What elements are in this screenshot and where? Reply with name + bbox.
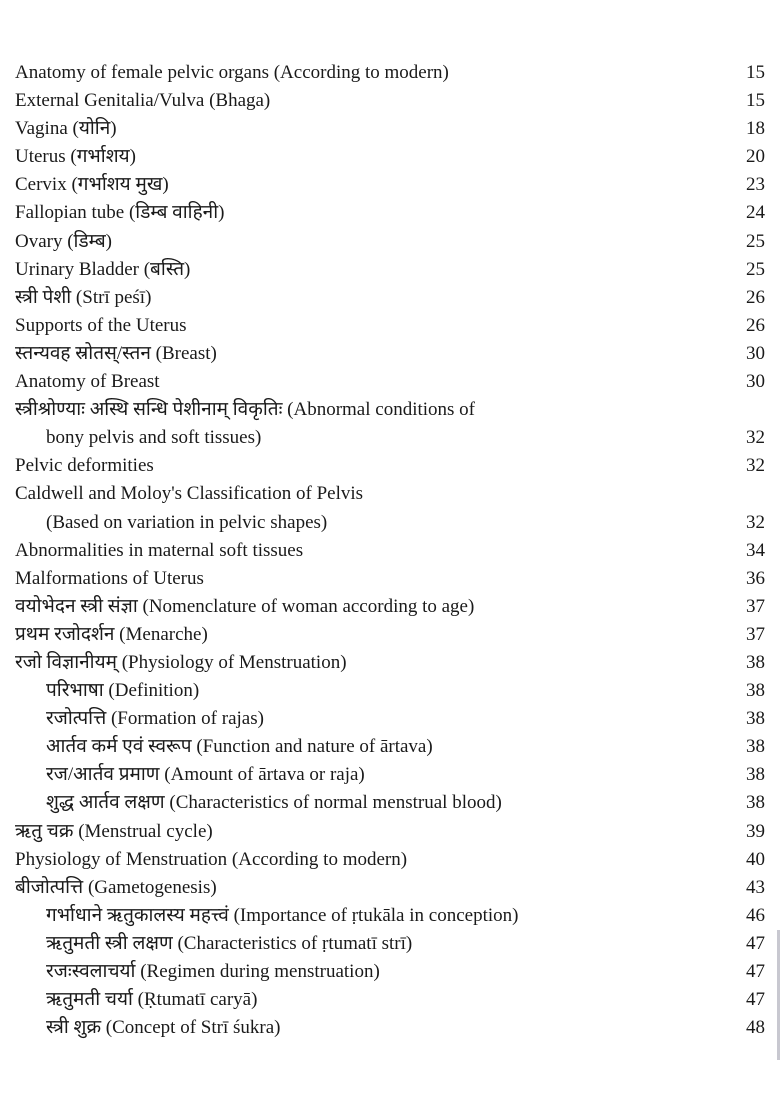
toc-entry xyxy=(15,705,765,733)
toc-entry-title-line: (Based on variation in pelvic shapes) xyxy=(46,511,328,533)
toc-entry-title-line: Fallopian tube (डिम्ब वाहिनी) xyxy=(15,202,225,224)
toc-entry-page-number: 40 xyxy=(746,848,765,870)
toc-entry xyxy=(15,902,765,930)
toc-entry-page-number: 30 xyxy=(746,371,765,393)
toc-entry-title xyxy=(15,537,303,565)
toc-entry xyxy=(15,761,765,789)
toc-entry-page-number: 46 xyxy=(746,904,765,926)
toc-entry xyxy=(15,649,765,677)
toc-entry-title-line: परिभाषा (Definition) xyxy=(46,680,200,702)
toc-entry-title-line: प्रथम रजोदर्शन (Menarche) xyxy=(15,623,208,645)
toc-entry xyxy=(15,284,765,312)
toc-entry-title xyxy=(15,340,217,368)
toc-entry-title xyxy=(15,902,518,930)
toc-entry-title xyxy=(15,452,154,480)
toc-entry-title-line: ऋतु चक्र (Menstrual cycle) xyxy=(15,820,213,842)
toc-entry-page-number: 32 xyxy=(746,455,765,477)
toc-entry xyxy=(15,846,765,874)
toc-entry-title xyxy=(15,789,502,817)
toc-entry xyxy=(15,1014,765,1042)
toc-entry-page-number: 15 xyxy=(746,62,765,83)
toc-entry-title xyxy=(15,761,365,789)
table-of-contents xyxy=(15,59,765,1042)
toc-entry-page-number: 38 xyxy=(746,764,765,786)
toc-entry-title-line: bony pelvis and soft tissues) xyxy=(46,427,262,449)
toc-entry-title-line: Abnormalities in maternal soft tissues xyxy=(15,539,304,561)
toc-entry xyxy=(15,199,765,227)
toc-entry-title-line: वयोभेदन स्त्री संज्ञा (Nomenclature of woman according to age) xyxy=(15,595,475,617)
toc-entry-title xyxy=(15,958,380,986)
toc-entry-page-number: 38 xyxy=(746,792,765,814)
toc-entry-title-line: Supports of the Uterus xyxy=(15,314,187,336)
toc-entry xyxy=(15,593,765,621)
toc-entry-title-line: Malformations of Uterus xyxy=(15,567,204,589)
toc-entry xyxy=(15,228,765,256)
toc-entry-title-line: Anatomy of Breast xyxy=(15,371,160,393)
toc-entry-title xyxy=(15,396,475,452)
toc-entry-title-line: स्त्रीश्रोण्याः अस्थि सन्धि पेशीनाम् विकृतिः (Abnormal conditions of xyxy=(15,399,476,421)
toc-entry-page-number: 43 xyxy=(746,876,765,898)
toc-entry xyxy=(15,256,765,284)
toc-entry xyxy=(15,958,765,986)
toc-entry-title-line: Urinary Bladder (बस्ति) xyxy=(15,258,191,280)
toc-entry-page-number: 30 xyxy=(746,342,765,364)
toc-entry xyxy=(15,565,765,593)
toc-entry-title xyxy=(15,1014,280,1042)
toc-entry-title-line: External Genitalia/Vulva (Bhaga) xyxy=(15,90,271,112)
toc-entry xyxy=(15,480,765,536)
toc-entry-page-number: 47 xyxy=(746,989,765,1011)
toc-entry xyxy=(15,340,765,368)
toc-entry xyxy=(15,818,765,846)
toc-entry-title-line: Cervix (गर्भाशय मुख) xyxy=(15,174,169,196)
toc-entry-title-line: शुद्ध आर्तव लक्षण (Characteristics of normal menstrual blood) xyxy=(46,792,502,814)
toc-entry-title-line: Anatomy of female pelvic organs (According to modern) xyxy=(15,62,449,83)
toc-entry-title-line: Uterus (गर्भाशय) xyxy=(15,146,136,168)
toc-entry-title xyxy=(15,87,270,115)
toc-entry-page-number: 36 xyxy=(746,567,765,589)
toc-entry-title xyxy=(15,284,151,312)
toc-entry-page-number: 18 xyxy=(746,118,765,140)
toc-entry-title-line: Ovary (डिम्ब) xyxy=(15,230,112,252)
toc-entry-page-number: 37 xyxy=(746,595,765,617)
toc-entry-title xyxy=(15,228,112,256)
toc-entry-title xyxy=(15,565,204,593)
toc-entry xyxy=(15,143,765,171)
toc-entry xyxy=(15,621,765,649)
toc-entry-title-line: रज/आर्तव प्रमाण (Amount of ārtava or raja) xyxy=(46,764,365,786)
toc-entry xyxy=(15,733,765,761)
toc-entry-page-number: 15 xyxy=(746,90,765,112)
toc-entry xyxy=(15,171,765,199)
toc-entry-title-line: रजःस्वलाचर्या (Regimen during menstruation) xyxy=(46,961,380,982)
toc-entry xyxy=(15,59,765,87)
toc-entry xyxy=(15,986,765,1014)
toc-entry-title xyxy=(15,143,136,171)
toc-entry-title-line: रजो विज्ञानीयम् (Physiology of Menstruation) xyxy=(15,651,347,673)
toc-entry-title xyxy=(15,733,433,761)
toc-entry-title-line: स्त्री शुक्र (Concept of Strī śukra) xyxy=(46,1017,281,1039)
toc-entry-title xyxy=(15,621,208,649)
toc-entry-page-number: 37 xyxy=(746,623,765,645)
toc-entry-title-line: ऋतुमती स्त्री लक्षण (Characteristics of ṛtumatī strī) xyxy=(46,932,413,954)
toc-entry-title-line: Caldwell and Moloy's Classification of Pelvis xyxy=(15,483,364,505)
toc-entry-title xyxy=(15,593,474,621)
toc-entry-page-number: 38 xyxy=(746,651,765,673)
toc-entry-title-line: आर्तव कर्म एवं स्वरूप (Function and nature of ārtava) xyxy=(46,736,433,758)
toc-entry-page-number: 38 xyxy=(746,708,765,730)
toc-entry-page-number: 26 xyxy=(746,314,765,336)
toc-entry-title xyxy=(15,705,264,733)
toc-entry-title-line: Pelvic deformities xyxy=(15,455,154,477)
toc-entry xyxy=(15,789,765,817)
toc-entry-title-line: Physiology of Menstruation (According to modern) xyxy=(15,848,408,870)
toc-entry-page-number: 38 xyxy=(746,680,765,702)
toc-entry-title xyxy=(15,846,407,874)
toc-entry-title xyxy=(15,649,347,677)
toc-entry xyxy=(15,874,765,902)
toc-entry-title xyxy=(15,171,169,199)
toc-entry-title-line: बीजोत्पत्ति (Gametogenesis) xyxy=(15,876,217,898)
toc-entry-title-line: ऋतुमती चर्या (Ṛtumatī caryā) xyxy=(46,989,258,1011)
toc-entry-page-number: 24 xyxy=(746,202,765,224)
toc-entry-page-number: 38 xyxy=(746,736,765,758)
toc-entry-title-line: स्तन्यवह स्रोतस्/स्तन (Breast) xyxy=(15,342,217,364)
toc-entry-title-line: गर्भाधाने ऋतुकालस्य महत्त्वं (Importance of ṛtukāla in conception) xyxy=(46,904,519,926)
toc-entry-page-number: 25 xyxy=(746,230,765,252)
toc-entry-title xyxy=(15,818,213,846)
toc-entry xyxy=(15,368,765,396)
toc-entry-title xyxy=(15,930,412,958)
toc-entry-page-number: 47 xyxy=(746,961,765,982)
toc-entry-title xyxy=(15,199,224,227)
toc-entry-page-number: 48 xyxy=(746,1017,765,1039)
toc-entry-page-number: 26 xyxy=(746,286,765,308)
toc-entry-page-number: 20 xyxy=(746,146,765,168)
toc-entry-title-line: रजोत्पत्ति (Formation of rajas) xyxy=(46,708,264,730)
toc-entry xyxy=(15,396,765,452)
toc-entry-title xyxy=(15,986,257,1014)
toc-entry-title xyxy=(15,256,190,284)
toc-entry-title xyxy=(15,677,199,705)
toc-entry-page-number: 32 xyxy=(746,427,765,449)
toc-entry-title xyxy=(15,115,117,143)
toc-entry-page-number: 23 xyxy=(746,174,765,196)
toc-entry xyxy=(15,115,765,143)
toc-entry xyxy=(15,537,765,565)
toc-entry-title xyxy=(15,312,187,340)
toc-entry-title xyxy=(15,59,449,87)
toc-entry-title-line: स्त्री पेशी (Strī peśī) xyxy=(15,286,152,308)
toc-entry xyxy=(15,452,765,480)
toc-entry-page-number: 47 xyxy=(746,932,765,954)
toc-entry-page-number: 34 xyxy=(746,539,765,561)
toc-entry-title xyxy=(15,874,217,902)
toc-entry xyxy=(15,312,765,340)
toc-entry-title xyxy=(15,480,363,536)
toc-entry-page-number: 39 xyxy=(746,820,765,842)
toc-entry-page-number: 32 xyxy=(746,511,765,533)
toc-entry-page-number: 25 xyxy=(746,258,765,280)
toc-entry-title xyxy=(15,368,160,396)
toc-entry xyxy=(15,87,765,115)
toc-entry xyxy=(15,930,765,958)
toc-entry xyxy=(15,677,765,705)
toc-entry-title-line: Vagina (योनि) xyxy=(15,118,117,140)
